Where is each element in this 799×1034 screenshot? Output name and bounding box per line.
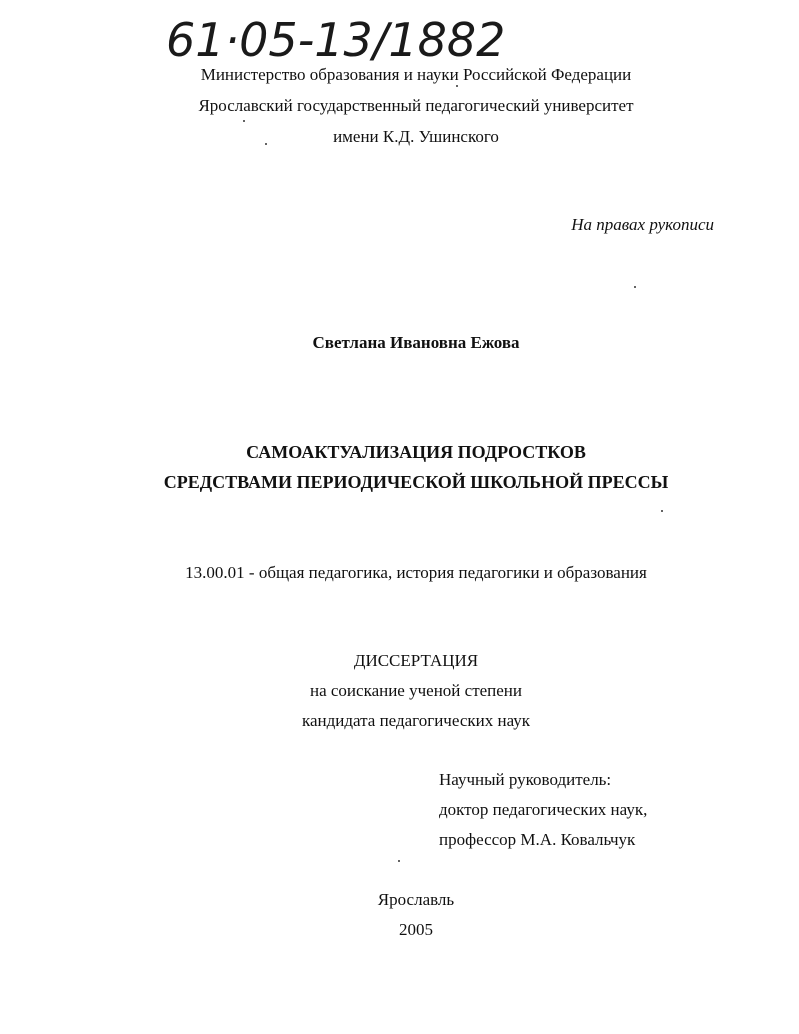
handwritten-catalog-number [160,2,520,72]
scan-speck [661,510,663,512]
author-name: Светлана Ивановна Ежова [312,333,520,352]
year: 2005 [399,920,433,939]
manuscript-rights-note: На правах рукописи [571,215,714,234]
ministry-name: Министерство образования и науки Российской Федерации [200,65,632,84]
scan-speck [456,85,458,87]
degree-line-2: кандидата педагогических наук [301,711,531,730]
university-name: Ярославский государственный педагогический университет [198,96,634,115]
title-line-1: САМОАКТУАЛИЗАЦИЯ ПОДРОСТКОВ [246,442,586,462]
specialty-code: 13.00.01 - общая педагогика, история педагогики и образования [185,563,647,582]
handwritten-catalog-number-text: 61·05-13/1882 [166,13,506,67]
degree-line-1: на соискание ученой степени [309,681,523,700]
city-name: Ярославль [377,890,455,909]
university-named-after: имени К.Д. Ушинского [333,127,499,146]
supervisor-name: профессор М.А. Ковальчук [439,830,636,849]
work-type-label: ДИССЕРТАЦИЯ [353,651,479,670]
scan-speck [634,286,636,288]
title-line-2: СРЕДСТВАМИ ПЕРИОДИЧЕСКОЙ ШКОЛЬНОЙ ПРЕССЫ [163,472,669,492]
supervisor-degree: доктор педагогических наук, [439,800,648,819]
scan-speck [398,860,400,862]
scan-speck [243,120,245,122]
supervisor-label: Научный руководитель: [439,770,612,789]
scan-speck [265,143,267,145]
